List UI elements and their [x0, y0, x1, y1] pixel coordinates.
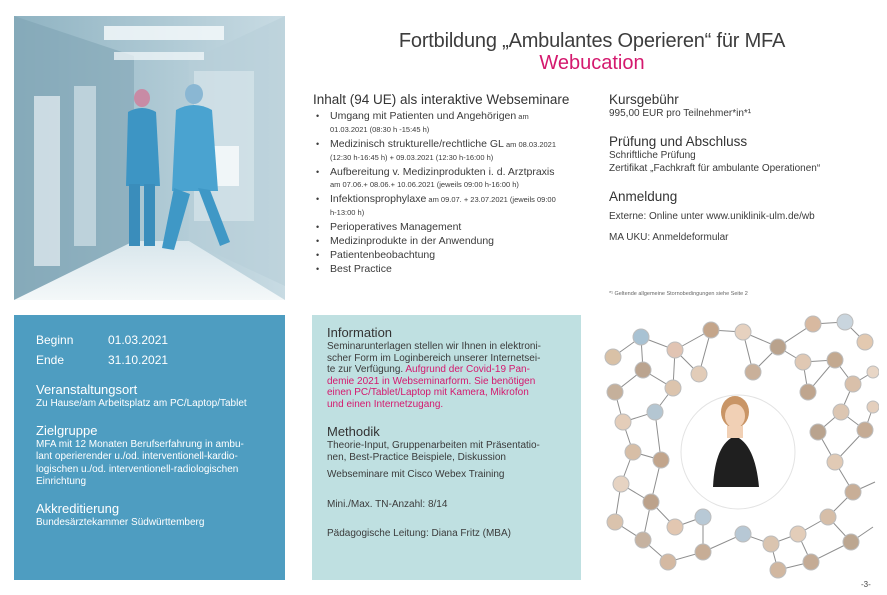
page-title: Fortbildung „Ambulantes Operieren“ für MFA: [398, 30, 786, 52]
end-label: Ende: [36, 353, 65, 367]
info-line: scher Form im Loginbereich unserer Internetsei-: [327, 352, 541, 364]
accreditation-text: Bundesärztekammer Südwürttemberg: [36, 516, 205, 528]
page-subtitle: Webucation: [539, 52, 645, 74]
participants-count: Mini./Max. TN-Anzahl: 8/14: [327, 498, 448, 510]
info-line-highlight: und einen Internetzugang.: [327, 398, 444, 410]
info-line-highlight: einen PC/Tablet/Laptop mit Kamera, Mikrofon: [327, 387, 529, 398]
start-date: 01.03.2021: [108, 333, 169, 347]
list-item: • Umgang mit Patienten und Angehörigen am 01.03.2021 (08:30 h -15:45 h): [316, 110, 529, 134]
contents-section: [313, 92, 588, 277]
method-tool: Webseminare mit Cisco Webex Training: [327, 469, 505, 480]
information-heading: Information: [327, 325, 393, 340]
list-item: • Infektionsprophylaxe am 09.07. + 23.07.2021 (jeweils 09:00 h-13:00 h): [316, 193, 556, 217]
info-line: te zur Verfügung. Aufgrund der Covid-19 Pan-: [327, 364, 530, 375]
schedule-panel: [14, 315, 285, 580]
registration-heading: Anmeldung: [609, 189, 678, 204]
fees-heading: Kursgebühr: [609, 92, 679, 107]
venue-heading: Veranstaltungsort: [36, 382, 138, 397]
network-illustration: [603, 312, 879, 582]
end-date: 31.10.2021: [108, 353, 169, 367]
list-item: • Best Practice: [316, 263, 392, 275]
contents-heading: Inhalt (94 UE) als interaktive Webseminare: [313, 92, 570, 107]
start-row: [36, 330, 285, 350]
page-number: -3-: [861, 580, 871, 589]
registration-block: [609, 189, 879, 244]
pedagogical-lead: Pädagogische Leitung: Diana Fritz (MBA): [327, 528, 511, 539]
target-line: lant operierender u./od. interventionell-kardio-: [36, 451, 238, 462]
exam-heading: Prüfung und Abschluss: [609, 134, 748, 149]
course-info-column: [609, 92, 879, 258]
list-item: • Medizinprodukte in der Anwendung: [316, 235, 495, 247]
hero-photo-hospital-corridor: [14, 16, 285, 300]
exam-block: [609, 134, 879, 175]
method-heading: Methodik: [327, 424, 380, 439]
venue-text: Zu Hause/am Arbeitsplatz am PC/Laptop/Tablet: [36, 398, 247, 409]
list-item: • Medizinisch strukturelle/rechtliche GL am 08.03.2021 (12:30 h-16:45 h) + 09.03.2021 (12:30 h-16:00 h): [316, 138, 557, 162]
contents-list: [313, 110, 588, 275]
bullet-icon: •: [316, 139, 320, 149]
bullet-icon: •: [316, 250, 320, 260]
end-row: [36, 350, 285, 370]
target-line: MFA mit 12 Monaten Berufserfahrung in ambu-: [36, 438, 244, 450]
fees-text: 995,00 EUR pro Teilnehmer*in*¹: [609, 108, 752, 119]
list-item: • Patientenbeobachtung: [316, 249, 436, 261]
info-line-highlight: demie 2021 in Webseminarform. Sie benötigen: [327, 375, 536, 387]
bullet-icon: •: [316, 222, 320, 232]
method-line: Theorie-Input, Gruppenarbeiten mit Präsentatio-: [327, 440, 540, 451]
bullet-icon: •: [316, 111, 320, 121]
registration-external-link[interactable]: Externe: Online unter www.uniklinik-ulm.de/wb: [609, 211, 815, 222]
bullet-icon: •: [316, 194, 320, 204]
exam-certificate: Zertifikat „Fachkraft für ambulante Operationen“: [609, 163, 821, 174]
info-line: Seminarunterlagen stellen wir Ihnen in elektroni-: [327, 341, 542, 352]
registration-internal-form[interactable]: MA UKU: Anmeldeformular: [609, 232, 729, 243]
method-line: nen, Best-Practice Beispiele, Diskussion: [327, 451, 506, 463]
information-panel: [312, 315, 581, 580]
bullet-icon: •: [316, 264, 320, 274]
bullet-icon: •: [316, 167, 320, 177]
target-line: Einrichtung: [36, 476, 87, 487]
list-item: • Aufbereitung v. Medizinprodukten i. d. Arztpraxis am 07.06.+ 08.06.+ 10.06.2021 (jeweils 09:00 h-16:00 h): [316, 166, 555, 189]
target-heading: Zielgruppe: [36, 422, 98, 438]
accreditation-heading: Akkreditierung: [36, 500, 120, 516]
bullet-icon: •: [316, 236, 320, 246]
exam-line: Schriftliche Prüfung: [609, 150, 696, 161]
start-label: Beginn: [36, 333, 74, 347]
target-line: logischen u./od. interventionell-radiologischen: [36, 463, 239, 475]
fees-block: [609, 92, 879, 120]
footnote: *¹ Geltende allgemeine Stornobedingungen siehe Seite 2: [609, 291, 748, 297]
list-item: • Perioperatives Management: [316, 221, 462, 233]
